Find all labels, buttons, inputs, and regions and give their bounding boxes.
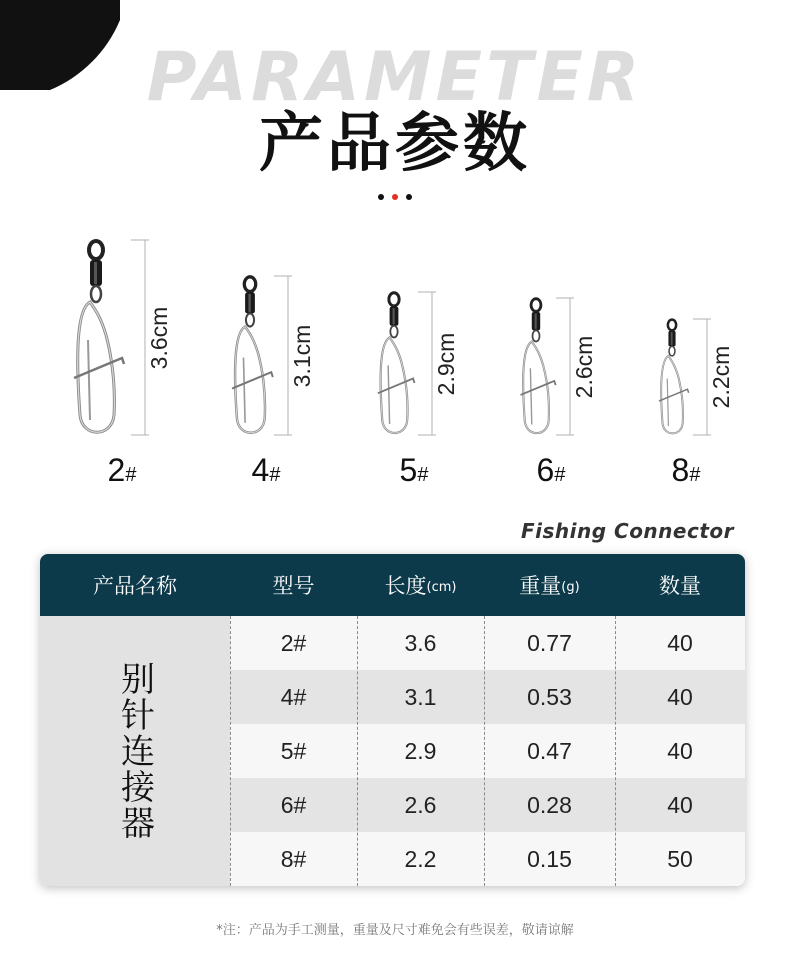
size-number: 5: [399, 452, 418, 488]
title-dots: [0, 194, 790, 200]
cell-model: 6#: [280, 791, 307, 818]
header-label: 重量: [519, 574, 562, 598]
length-label: 2.9cm: [433, 332, 459, 395]
header-unit: (g): [561, 579, 580, 595]
header-unit: (cm): [426, 579, 457, 595]
size-hash: #: [125, 464, 137, 486]
cell-length: 3.6: [404, 629, 437, 656]
table-row: [230, 832, 745, 886]
length-label: 3.1cm: [289, 324, 315, 387]
size-number: 8: [671, 452, 690, 488]
product-name: 别针连接器: [114, 661, 155, 841]
product-8: [0, 230, 790, 500]
background-watermark-word: PARAMETER: [146, 38, 644, 117]
length-label: 2.6cm: [571, 335, 597, 398]
size-label: [646, 452, 726, 489]
header-length: [357, 554, 484, 616]
brand-label: Fishing Connector: [520, 519, 734, 543]
header-quantity: [615, 554, 745, 616]
cell-length: 2.2: [404, 845, 437, 872]
header-product-name: [40, 554, 230, 616]
header-label: 数量: [659, 574, 701, 598]
column-divider: [484, 616, 485, 886]
cell-quantity: 50: [667, 845, 693, 872]
cell-length: 3.1: [404, 683, 437, 710]
cell-model: 4#: [280, 683, 307, 710]
column-divider: [615, 616, 616, 886]
cell-weight: 0.28: [527, 791, 572, 818]
cell-length: 2.6: [404, 791, 437, 818]
size-number: 4: [251, 452, 270, 488]
cell-weight: 0.53: [527, 683, 572, 710]
cell-model: 8#: [280, 845, 307, 872]
table-body: [230, 616, 745, 886]
table-header: [40, 554, 745, 616]
footnote: *注：产品为手工测量，重量及尺寸难免会有些误差，敬请谅解: [216, 923, 574, 938]
table-row: [230, 778, 745, 832]
header-label: 产品名称: [93, 574, 177, 598]
header-weight: [484, 554, 615, 616]
table-row: [230, 724, 745, 778]
cell-quantity: 40: [667, 737, 693, 764]
cell-weight: 0.15: [527, 845, 572, 872]
table-row: [230, 616, 745, 670]
cell-quantity: 40: [667, 683, 693, 710]
cell-length: 2.9: [404, 737, 437, 764]
header-model: [230, 554, 357, 616]
dot-red-icon: [392, 194, 398, 200]
dot-icon: [406, 194, 412, 200]
cell-model: 2#: [280, 629, 307, 656]
cell-weight: 0.47: [527, 737, 572, 764]
size-number: 6: [536, 452, 555, 488]
dot-icon: [378, 194, 384, 200]
cell-quantity: 40: [667, 791, 693, 818]
table-row: [230, 670, 745, 724]
length-label: 2.2cm: [708, 345, 734, 409]
product-name-cell: [40, 616, 230, 886]
size-number: 2: [107, 452, 126, 488]
product-illustrations: [0, 230, 790, 500]
size-hash: #: [269, 464, 281, 486]
page-title: 产品参数: [259, 107, 531, 181]
size-hash: #: [417, 464, 429, 486]
size-hash: #: [689, 464, 701, 486]
header-label: 型号: [272, 574, 315, 598]
column-divider: [230, 616, 231, 886]
cell-quantity: 40: [667, 629, 693, 656]
parameter-table: [40, 554, 745, 886]
cell-model: 5#: [280, 737, 307, 764]
length-label: 3.6cm: [146, 306, 172, 369]
header-label: 长度: [384, 574, 427, 598]
column-divider: [357, 616, 358, 886]
cell-weight: 0.77: [527, 629, 572, 656]
size-hash: #: [554, 464, 566, 486]
snap-swivel-icon: [0, 230, 790, 460]
